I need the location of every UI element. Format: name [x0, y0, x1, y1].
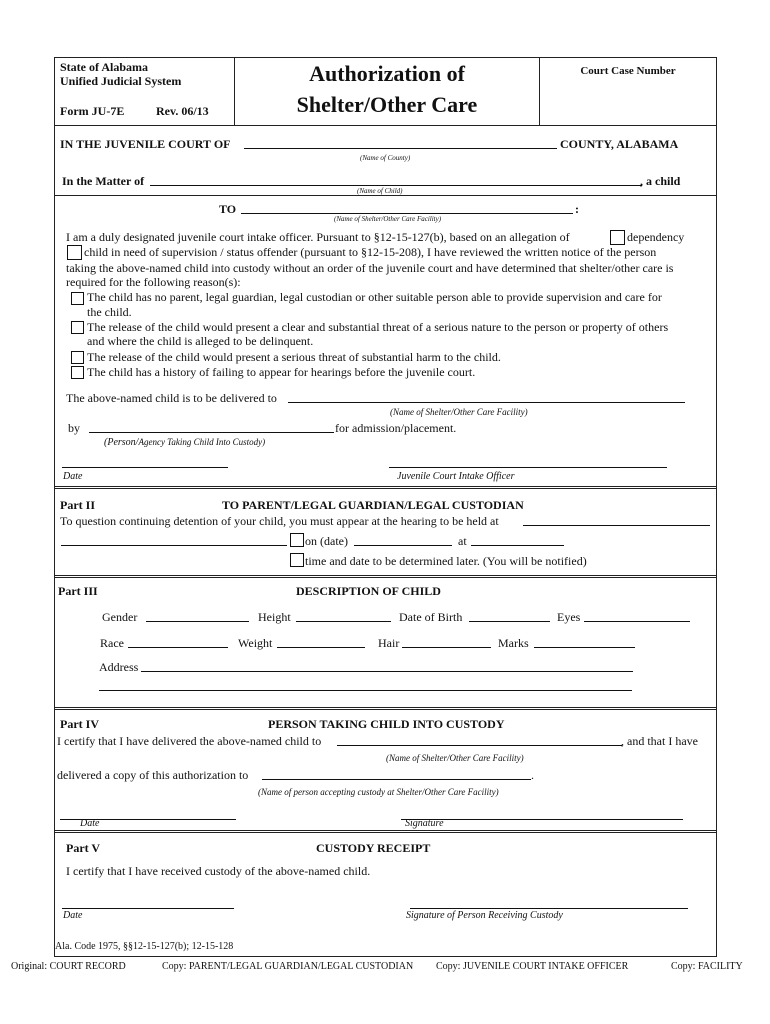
tbd-checkbox[interactable] — [290, 553, 304, 567]
reason-3-checkbox[interactable] — [71, 351, 84, 364]
part4-certify: I certify that I have delivered the above-named child to — [57, 734, 322, 748]
code-citation: Ala. Code 1975, §§12-15-127(b); 12-15-128 — [55, 941, 234, 952]
gender-label: Gender — [102, 610, 138, 624]
part4-period: . — [531, 768, 534, 782]
part2-label: Part II — [60, 498, 95, 512]
court-case-number-field[interactable] — [545, 84, 711, 120]
part4-accept-caption: (Name of person accepting custody at Shelter/Other Care Facility) — [258, 787, 499, 797]
copy-original: Original: COURT RECORD — [11, 961, 126, 972]
section-divider-2 — [54, 486, 717, 487]
part4-title: PERSON TAKING CHILD INTO CUSTODY — [268, 717, 505, 731]
part4-signature-label: Signature — [405, 818, 444, 829]
person-caption: (Person/Agency Taking Child Into Custody) — [104, 437, 266, 448]
para-line-1 — [66, 230, 570, 245]
part5-label: Part V — [66, 841, 101, 855]
dependency-label: dependency — [627, 230, 685, 244]
part4-facility-caption: (Name of Shelter/Other Care Facility) — [386, 753, 524, 763]
marks-field[interactable] — [534, 636, 635, 648]
para-line-2: child in need of supervision / status offender (pursuant to §12-15-208), I have reviewed the written notice of the person — [84, 245, 657, 259]
gender-field[interactable] — [146, 610, 249, 622]
hearing-date-field[interactable] — [354, 534, 452, 546]
part3-label: Part III — [58, 584, 98, 598]
dob-field[interactable] — [469, 610, 550, 622]
copy-facility: Copy: FACILITY — [671, 961, 743, 972]
section-divider-7 — [54, 709, 717, 710]
system-name: Unified Judicial System — [60, 74, 182, 88]
part5-title: CUSTODY RECEIPT — [316, 841, 431, 855]
child-name-field[interactable] — [150, 174, 642, 186]
state-name: State of Alabama — [60, 60, 148, 74]
frame-top — [54, 57, 717, 58]
at-label: at — [458, 534, 467, 548]
para-line-3: taking the above-named child into custody without an order of the juvenile court and have determined that shelter/other care is — [66, 261, 674, 275]
hearing-location-field[interactable] — [523, 514, 710, 526]
tbd-label: time and date to be determined later. (You will be notified) — [305, 554, 587, 568]
frame-bottom — [54, 956, 717, 957]
reason-1-line-b: the child. — [87, 305, 132, 319]
part4-label: Part IV — [60, 717, 99, 731]
reason-4-checkbox[interactable] — [71, 366, 84, 379]
part3-title: DESCRIPTION OF CHILD — [296, 584, 441, 598]
form-title-line2: Shelter/Other Care — [296, 92, 478, 117]
part4-and-have: , and that I have — [621, 734, 698, 748]
section-divider-5 — [54, 577, 717, 578]
section-divider-1 — [54, 195, 717, 196]
reason-2-line-a: The release of the child would present a clear and substantial threat of a serious nature to the person or property of others — [87, 320, 669, 334]
eyes-field[interactable] — [584, 610, 690, 622]
matter-suffix: , a child — [640, 174, 681, 188]
reason-1-line-a: The child has no parent, legal guardian, legal custodian or other suitable person able to provide supervision and care for — [87, 290, 662, 304]
reason-2-line-b: and where the child is alleged to be delinquent. — [87, 334, 314, 348]
reason-1-checkbox[interactable] — [71, 292, 84, 305]
section-divider-3 — [54, 488, 717, 489]
address-label: Address — [99, 660, 139, 674]
hearing-time-field[interactable] — [471, 534, 564, 546]
to-colon: : — [575, 202, 579, 216]
cins-checkbox[interactable] — [67, 245, 82, 260]
part4-copy: delivered a copy of this authorization to — [57, 768, 249, 782]
frame-right — [716, 57, 717, 957]
address-field-2[interactable] — [99, 679, 632, 691]
to-caption: (Name of Shelter/Other Care Facility) — [334, 215, 442, 223]
child-caption: (Name of Child) — [357, 187, 403, 195]
hair-label: Hair — [378, 636, 400, 650]
part4-accept-field[interactable] — [262, 768, 531, 780]
reason-3-text: The release of the child would present a serious threat of substantial harm to the child. — [87, 350, 501, 364]
court-case-number-label: Court Case Number — [580, 65, 676, 77]
copy-intake-officer: Copy: JUVENILE COURT INTAKE OFFICER — [436, 961, 629, 972]
form-revision: Rev. 06/13 — [156, 104, 209, 118]
para-line-4: required for the following reason(s): — [66, 275, 241, 289]
intake-officer-label: Juvenile Court Intake Officer — [397, 471, 515, 482]
on-date-checkbox[interactable] — [290, 533, 304, 547]
height-field[interactable] — [296, 610, 391, 622]
by-person-field[interactable] — [89, 421, 334, 433]
part4-date-label: Date — [80, 818, 100, 829]
section-divider-9 — [54, 832, 717, 833]
height-label: Height — [258, 610, 291, 624]
weight-label: Weight — [238, 636, 273, 650]
hearing-location-field-2[interactable] — [61, 534, 287, 546]
form-title-line1: Authorization of — [309, 61, 465, 86]
part5-date-field[interactable] — [62, 897, 234, 909]
by-label: by — [68, 421, 80, 435]
part2-title: TO PARENT/LEGAL GUARDIAN/LEGAL CUSTODIAN — [222, 498, 524, 512]
dependency-checkbox[interactable] — [610, 230, 625, 245]
part2-line-1: To question continuing detention of your child, you must appear at the hearing to be held at — [60, 514, 499, 528]
part5-signature-field[interactable] — [410, 897, 688, 909]
part5-certify: I certify that I have received custody of the above-named child. — [66, 864, 371, 878]
header-bottom — [54, 125, 717, 126]
delivered-label: The above-named child is to be delivered to — [66, 391, 277, 405]
part5-date-label: Date — [63, 910, 83, 921]
address-field-1[interactable] — [141, 660, 633, 672]
reason-2-checkbox[interactable] — [71, 321, 84, 334]
section-divider-6 — [54, 707, 717, 708]
part1-date-field[interactable] — [62, 456, 228, 468]
form-number: Form JU-7E — [60, 104, 125, 118]
on-date-label: on (date) — [305, 534, 348, 548]
copy-parent: Copy: PARENT/LEGAL GUARDIAN/LEGAL CUSTODIAN — [162, 961, 414, 972]
to-facility-field[interactable] — [241, 202, 573, 214]
section-divider-8 — [54, 830, 717, 831]
admission-label: for admission/placement. — [335, 421, 457, 435]
delivered-facility-field[interactable] — [288, 391, 685, 403]
para-line-1-text: I am a duly designated juvenile court intake officer. Pursuant to §12-15-127(b), based on an allegation of — [66, 230, 570, 244]
marks-label: Marks — [498, 636, 529, 650]
frame-left — [54, 57, 55, 957]
dob-label: Date of Birth — [399, 610, 463, 624]
matter-prefix: In the Matter of — [62, 174, 145, 188]
section-divider-4 — [54, 575, 717, 576]
hair-field[interactable] — [402, 636, 491, 648]
race-field[interactable] — [128, 636, 228, 648]
to-label: TO — [219, 202, 237, 216]
delivered-facility-caption: (Name of Shelter/Other Care Facility) — [390, 407, 528, 417]
part5-signature-label: Signature of Person Receiving Custody — [406, 910, 563, 921]
county-caption: (Name of County) — [360, 154, 411, 162]
reason-4-text: The child has a history of failing to appear for hearings before the juvenile court. — [87, 365, 476, 379]
court-prefix: IN THE JUVENILE COURT OF — [60, 137, 231, 151]
weight-field[interactable] — [277, 636, 365, 648]
eyes-label: Eyes — [557, 610, 581, 624]
part1-date-label: Date — [63, 471, 83, 482]
court-suffix: COUNTY, ALABAMA — [560, 137, 679, 151]
intake-officer-signature-field[interactable] — [389, 456, 667, 468]
county-field[interactable] — [244, 137, 557, 149]
part4-facility-field[interactable] — [337, 734, 622, 746]
race-label: Race — [100, 636, 124, 650]
